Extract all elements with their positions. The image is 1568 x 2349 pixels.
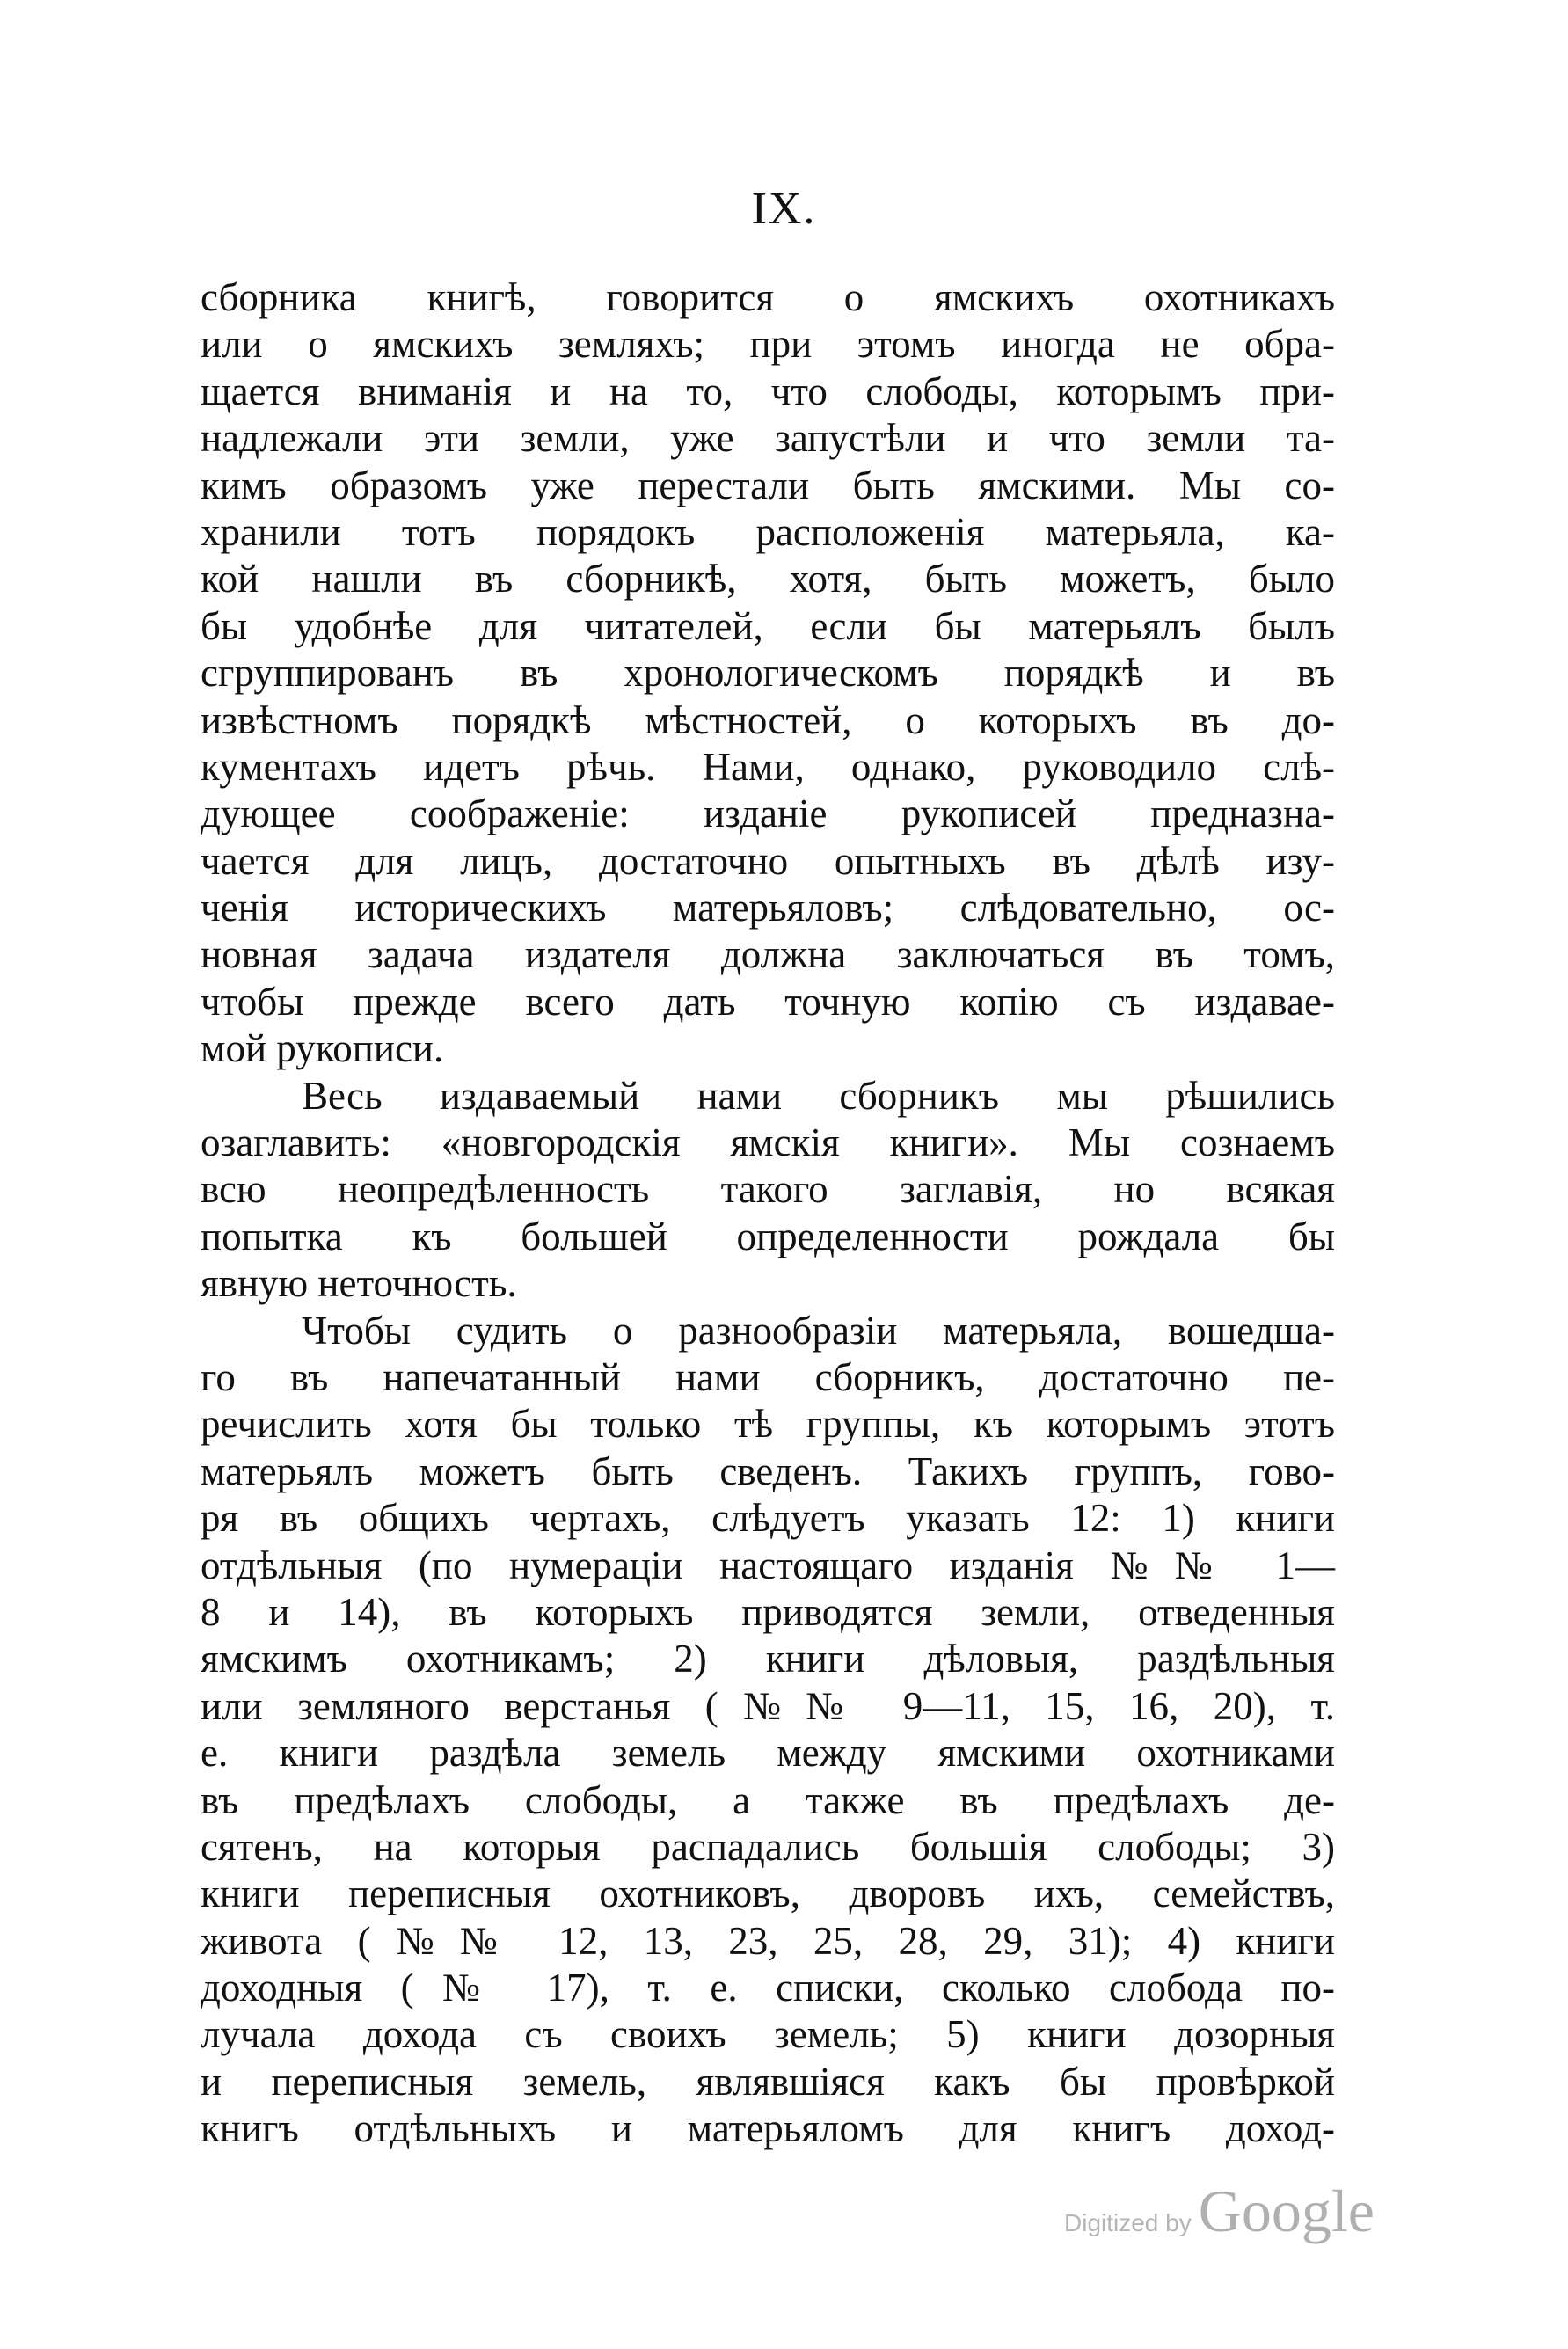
text-line: доходныя (№ 17), т. е. списки, сколько слобода по-: [201, 1966, 1335, 2010]
text-line: кимъ образомъ уже перестали быть ямскими. Мы со-: [201, 463, 1335, 507]
paragraph-2: [201, 1073, 1335, 1308]
text-line: хранили тотъ порядокъ расположенія матерьяла, ка-: [201, 509, 1335, 554]
text-line: въ предѣлахъ слободы, а также въ предѣлахъ де-: [201, 1777, 1335, 1822]
text-line: лучала дохода съ своихъ земель; 5) книги дозорныя: [201, 2012, 1335, 2057]
text-line: кументахъ идетъ рѣчь. Нами, однако, руководило слѣ-: [201, 744, 1335, 789]
text-line: озаглавить: «новгородскія ямскія книги». Мы сознаемъ: [201, 1120, 1335, 1165]
digitized-watermark: [1064, 2177, 1398, 2256]
text-line: чается для лицъ, достаточно опытныхъ въ дѣлѣ изу-: [201, 838, 1335, 883]
text-line: сгруппированъ въ хронологическомъ порядкѣ и въ: [201, 651, 1335, 696]
text-line: мой рукописи.: [201, 1026, 444, 1071]
page-number: IX.: [751, 184, 817, 234]
text-line: сборника книгѣ, говорится о ямскихъ охотникахъ: [201, 275, 1335, 319]
text-line: сятенъ, на которыя распадались большія слободы; 3): [201, 1824, 1335, 1869]
text-line: отдѣльныя (по нумераціи настоящаго изданія №№ 1—: [201, 1543, 1335, 1587]
body-text: [201, 274, 1335, 2153]
text-line: или земляного верстанья (№№ 9—11, 15, 16, 20), т.: [201, 1683, 1335, 1728]
watermark-prefix: Digitized by: [1064, 2209, 1192, 2236]
text-line: е. книги раздѣла земель между ямскими охотниками: [201, 1731, 1335, 1776]
text-line: всю неопредѣленность такого заглавія, но всякая: [201, 1167, 1335, 1212]
text-line: кой нашли въ сборникѣ, хотя, быть можетъ, было: [201, 557, 1335, 602]
text-line: Весь издаваемый нами сборникъ мы рѣшились: [302, 1073, 1335, 1118]
text-line: попытка къ большей определенности рождала бы: [201, 1214, 1335, 1258]
text-line: извѣстномъ порядкѣ мѣстностей, о которыхъ въ до-: [201, 697, 1335, 742]
text-line: надлежали эти земли, уже запустѣли и что земли та-: [201, 416, 1335, 461]
text-line: дующее соображеніе: изданіе рукописей предназна-: [201, 792, 1335, 836]
text-line: бы удобнѣе для читателей, если бы матерьялъ былъ: [201, 603, 1335, 648]
text-line: го въ напечатанный нами сборникъ, достаточно пе-: [201, 1354, 1335, 1399]
text-line: 8 и 14), въ которыхъ приводятся земли, отведенныя: [201, 1589, 1335, 1634]
text-line: и переписныя земель, являвшіяся какъ бы провѣркой: [201, 2059, 1335, 2104]
text-line: новная задача издателя должна заключаться въ томъ,: [201, 932, 1335, 977]
watermark-brand: Google: [1198, 2178, 1375, 2244]
text-line: книги переписныя охотниковъ, дворовъ ихъ, семействъ,: [201, 1871, 1335, 1916]
text-line: ямскимъ охотникамъ; 2) книги дѣловыя, раздѣльныя: [201, 1637, 1335, 1682]
text-line: Чтобы судить о разнообразіи матерьяла, вошедша-: [302, 1308, 1335, 1353]
text-line: или о ямскихъ земляхъ; при этомъ иногда не обра-: [201, 322, 1335, 367]
text-line: книгъ отдѣльныхъ и матерьяломъ для книгъ доход-: [201, 2106, 1335, 2151]
text-line: явную неточность.: [201, 1261, 517, 1306]
paragraph-3: [201, 1308, 1335, 2153]
text-line: живота (№№ 12, 13, 23, 25, 28, 29, 31); 4) книги: [201, 1918, 1335, 1963]
text-line: щается вниманія и на то, что слободы, которымъ при-: [201, 368, 1335, 413]
text-line: чтобы прежде всего дать точную копію съ издавае-: [201, 979, 1335, 1024]
text-line: речислить хотя бы только тѣ группы, къ которымъ этотъ: [201, 1402, 1335, 1447]
text-line: матерьялъ можетъ быть сведенъ. Такихъ группъ, гово-: [201, 1448, 1335, 1493]
paragraph-1: [201, 274, 1335, 1073]
text-line: ченія историческихъ матерьяловъ; слѣдовательно, ос-: [201, 886, 1335, 930]
text-line: ря въ общихъ чертахъ, слѣдуетъ указать 12: 1) книги: [201, 1496, 1335, 1541]
